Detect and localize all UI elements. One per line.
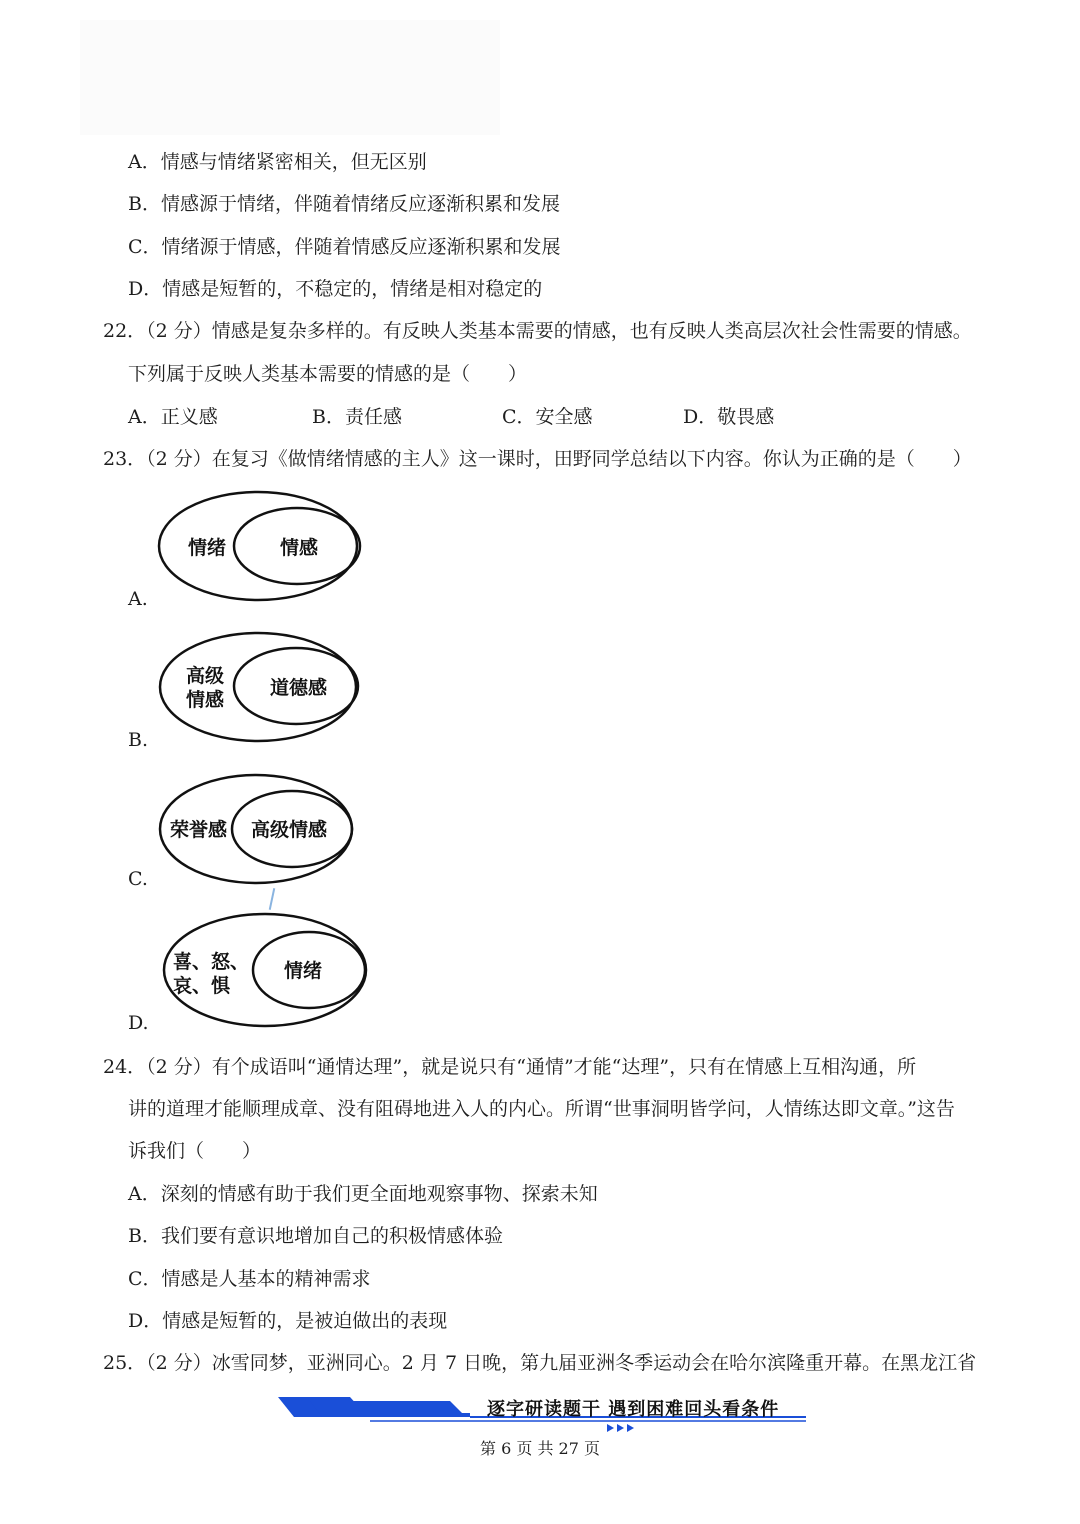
q22-option-a: A．正义感: [128, 406, 218, 428]
q24-option-a: A．深刻的情感有助于我们更全面地观察事物、探索未知: [128, 1183, 598, 1205]
q22-stem-line2: 下列属于反映人类基本需要的情感的是（ ）: [128, 363, 528, 385]
venn-diagram-b: [155, 628, 370, 748]
q21-option-a: A．情感与情绪紧密相关，但无区别: [128, 151, 427, 173]
diagram-d-outer-label-2: 哀、惧: [173, 975, 231, 997]
diagram-b-outer-label-2: 情感: [186, 689, 225, 711]
diagram-c-letter: C.: [128, 868, 148, 890]
diagram-b-outer-label-1: 高级: [186, 665, 225, 687]
diagram-c-outer-label: 荣誉感: [170, 819, 228, 841]
q24-option-d: D．情感是短暂的，是被迫做出的表现: [128, 1310, 448, 1332]
diagram-c-inner-label: 高级情感: [251, 819, 328, 841]
header-blank: [80, 20, 500, 135]
q22-stem-line1: 22．（2 分）情感是复杂多样的。有反映人类基本需要的情感，也有反映人类高层次社会性需要的情感。: [103, 320, 972, 342]
diagram-b-letter: B.: [128, 729, 149, 751]
q22-option-d: D．敬畏感: [683, 406, 775, 428]
q24-stem-line3: 诉我们（ ）: [128, 1140, 262, 1162]
q24-option-c: C．情感是人基本的精神需求: [128, 1268, 371, 1290]
footer-slogan: 逐字研读题干 遇到困难回头看条件: [487, 1399, 780, 1420]
diagram-d-letter: D.: [128, 1012, 149, 1034]
diagram-a-inner-label: 情感: [280, 537, 319, 559]
venn-diagram-c: [155, 770, 360, 890]
stray-mark: [269, 888, 276, 910]
page-number: 第 6 页 共 27 页: [480, 1439, 600, 1458]
q21-option-b: B．情感源于情绪，伴随着情绪反应逐渐积累和发展: [128, 193, 560, 215]
diagram-d-outer-label-1: 喜、怒、: [173, 951, 250, 973]
q21-option-c: C．情绪源于情感，伴随着情感反应逐渐积累和发展: [128, 236, 561, 258]
q25-stem-line1: 25．（2 分）冰雪同梦，亚洲同心。2 月 7 日晚，第九届亚洲冬季运动会在哈尔滨隆重开幕。在黑龙江省: [103, 1352, 977, 1374]
q24-stem-line2: 讲的道理才能顺理成章、没有阻碍地进入人的内心。所谓“世事洞明皆学问，人情练达即文章。”这告: [128, 1098, 955, 1120]
diagram-b-inner-label: 道德感: [270, 677, 328, 699]
diagram-a-outer-label: 情绪: [188, 537, 227, 559]
q22-option-c: C．安全感: [502, 406, 593, 428]
q24-stem-line1: 24．（2 分）有个成语叫“通情达理”，就是说只有“通情”才能“达理”，只有在情感上互相沟通，所: [103, 1056, 917, 1078]
venn-diagram-d: [155, 910, 370, 1032]
q24-option-b: B．我们要有意识地增加自己的积极情感体验: [128, 1225, 503, 1247]
diagram-d-inner-label: 情绪: [284, 960, 323, 982]
diagram-a-letter: A.: [128, 588, 148, 610]
q22-option-b: B．责任感: [312, 406, 402, 428]
q21-option-d: D．情感是短暂的，不稳定的，情绪是相对稳定的: [128, 278, 543, 300]
q23-stem: 23．（2 分）在复习《做情绪情感的主人》这一课时，田野同学总结以下内容。你认为正确的是（ ）: [103, 448, 972, 470]
venn-diagram-a: [155, 488, 370, 606]
